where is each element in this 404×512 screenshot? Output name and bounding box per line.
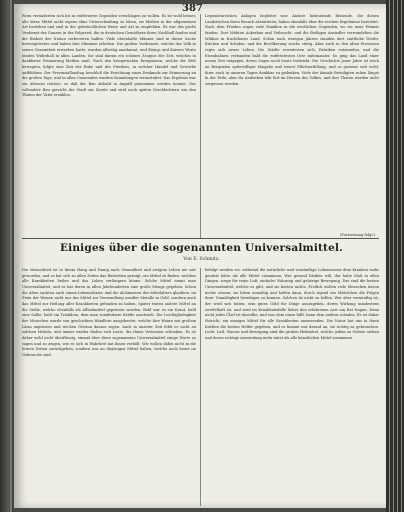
section-divider [22, 238, 379, 239]
column-top-right: Legendenreichen Anlagen begleitet war. Andere bedeutende Reisende, die diesen Landstrichen ihren Besuch abstatteten, haben ebenfalls über die reichen Ergebnisse berichtet. Nach dem Frieden zogen viele Familien in die westlichen Gegenden, wo sie neue Heimat fanden. Dort blühten Ackerbau und Viehzucht, und die fleißigen Ansiedler verwandelten die Wildnis in fruchtbares Land. Schon nach wenigen Jahren standen dort stattliche Dörfer, Kirchen und Schulen, und die Bevölkerung wuchs stetig. Aber auch in den alten Provinzen regte sich neues Leben. Die Städte erweiterten sich, Fabriken entstanden, und die Eisenbahnen verbanden bald die entferntesten Orte miteinander. So ging das Land einer neuen Zeit entgegen, deren Segen noch heute fortwirkt. Die Geschichte jener Jahre ist reich an Beispielen opferwilliger Hingabe und treuer Pflichterfüllung, und es geziemt sich wohl, ihrer auch in unseren Tagen dankbar zu gedenken. Viele der damals Beteiligten ruhen längst in der Erde, aber ihr Andenken lebt fort im Herzen des Volkes, und ihre Thaten werden nicht vergessen werden. [205, 14, 379, 86]
binding-edge [10, 0, 12, 512]
column-top-left: Form veränderten sich bis in entferntere Gegenden verschlagen zu wollen. Es ist wohl besser, alle diese Mittel nicht eigens ohne Unterscheidung zu loben, sie bleiben in der allgemeinen Art bestehen und sind in der gebräuchlichen Weise und Art zu empfehlen. Es war das große Verdienst des Ganzen in der Folgezeit, die in deutschen Gemüthern ihren Nachhall fanden und die Einheit der Nation vorbereiten halfen. Viele ehrenhafte Männer sind in dieser Sache hervorgetreten und haben ihre Stimmen erhoben. Die großen Verdienste, welche das Volk in seiner Gesamtheit erworben hatte, wurden allseitig anerkannt, und Königs und Kaisers Worte fanden Widerhall in allen Landen. Sie sind darum ein schönes Zeugnis der Zeit, welches in dankbarer Erinnerung bleiben muß. Nach den kriegerischen Ereignissen, welche die Welt bewegten, folgte eine Zeit der Ruhe und des Friedens, in welcher Handel und Gewerbe aufblühten. Der Provinziallandtag beschloß die Errichtung eines Denkmals zur Erinnerung an die großen Tage, und in allen Gemeinden wurden Sammlungen veranstaltet. Das Ergebnis war ein überaus reiches, so daß der Bau alsbald in Angriff genommen werden konnte. Der vollendete Bau gereicht der Stadt zur Zierde und wird noch späten Geschlechtern von den Thaten der Väter erzählen. [22, 14, 196, 98]
column-divider-top [200, 14, 201, 238]
column-bottom-left: Die Menschheit ist in ihrem Hang und Drang nach Gesundheit und ewigem Leben nie satt geworden, und es hat sich zu allen Zeiten das Bestreben gezeigt, ein Mittel zu finden, welches alle Krankheiten heilen und das Leben verlängern könne. Solche Mittel nennt man Universalmittel, und es hat deren in allen Jahrhunderten eine große Menge gegeben. Schon die Alten suchten nach einem Lebenselixier, und die Alchimisten des Mittelalters glaubten, im Stein der Weisen nicht nur das Mittel zur Verwandlung unedler Metalle in Gold, sondern auch das Mittel zur Heilung aller Krankheiten gefunden zu haben. Später traten andere Mittel an die Stelle, welche ebenfalls als Allheilmittel gepriesen wurden. Bald war es ein Kraut, bald eine Salbe, bald ein Tränklein, dem man wunderbare Kräfte zuschrieb. Die Leichtgläubigkeit der Menschen wurde von geschickten Händlern ausgebeutet, welche ihre Waare mit großem Lärm anpriesen und reichen Gewinn daraus zogen. Auch in unserer Zeit fehlt es nicht an solchen Mitteln, und immer wieder finden sich Leute, die ihnen Vertrauen schenken. Es ist daher wohl nicht überflüssig, einmal über diese sogenannten Universalmittel einige Worte zu sagen und zu zeigen, wie es sich in Wahrheit mit ihnen verhält. Wir wollen dabei nicht in die fernen Zeiten zurückgehen, sondern uns an diejenigen Mittel halten, welche noch heute im Gebrauche sind. [22, 268, 196, 357]
page-stack-edge [386, 0, 404, 512]
article-heading: Einiges über die sogenannten Universalmittel. [59, 242, 344, 254]
column-bottom-right: befolgt werden sei, während die natürliche und vernünftige Lebensweise dem Kranken mehr genützt hätte als alle Mittel zusammen. Wer gesund bleiben will, der halte Maß in allen Dingen, sorge für reine Luft, einfache Nahrung und gehörige Bewegung. Das sind die besten Universalmittel, welche es gibt, und sie kosten nichts. Freilich wollen viele Menschen davon nichts wissen; sie leben unmäßig und hoffen dann, durch irgend ein Mittelchen die Folgen ihrer Unmäßigkeit beseitigen zu können. Solchen ist nicht zu helfen. Wer aber vernünftig ist, der wird sich hüten, sein gutes Geld für Dinge auszugeben, deren Wirkung mindestens zweifelhaft ist, und wird im Krankheitsfalle lieber den erfahrenen Arzt um Rat fragen. Denn nicht jedes Übel ist dasselbe, und was dem einen hilft, kann dem andern schaden. Es ist daher thöricht, ein einziges Mittel für alle Krankheiten anzuwenden. Die Natur hat uns in ihren Kräften die besten Helfer gegeben, und es kommt nur darauf an, sie richtig zu gebrauchen. Licht, Luft, Wasser und Bewegung sind die großen Heilmittel, welche jedem zu Gebote stehen und deren richtige Anwendung mehr nützt als alle künstlichen Mittel zusammen. [205, 268, 379, 340]
book-page [14, 4, 386, 508]
continuation-note: (Fortsetzung folgt.) [340, 233, 376, 237]
article-byline: Von E. Schmitz. [183, 257, 220, 262]
page-number: 387 [182, 4, 203, 14]
column-divider-bottom [200, 268, 201, 506]
